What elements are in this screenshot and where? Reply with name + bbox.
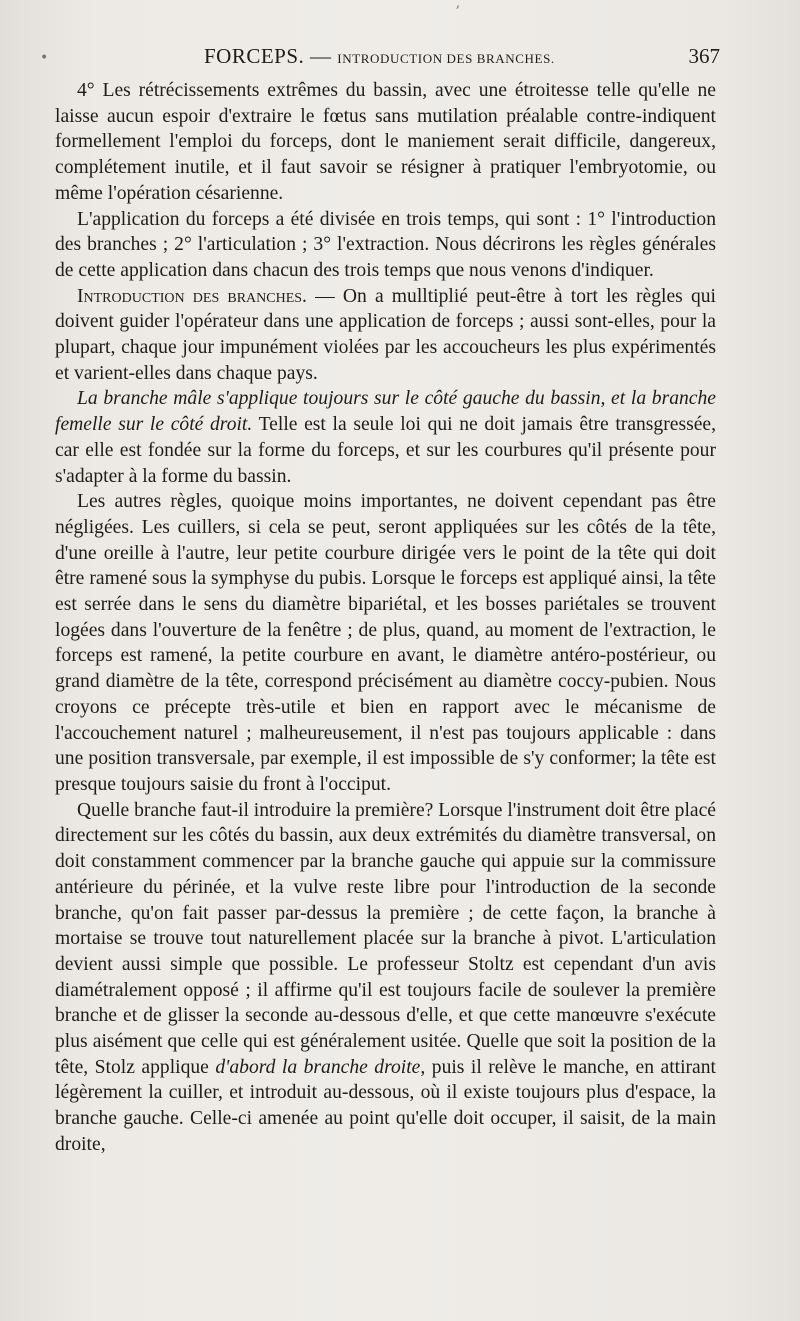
- paragraph-first-branch: [55, 798, 716, 1158]
- paragraph-three-stages: L'application du forceps a été divisée en trois temps, qui sont : 1° l'introduction des branches ; 2° l'articulation ; 3° l'extraction. Nous décrirons les règles générales de cette application dans chacun des trois temps que nous venons d'indiquer.: [55, 208, 716, 281]
- running-title-dash: —: [310, 44, 332, 68]
- section-heading: Introduction des branches.: [77, 285, 307, 307]
- paragraph-contraindications: 4° Les rétrécissements extrêmes du bassin, avec une étroitesse telle qu'elle ne laisse aucun espoir d'extraire le fœtus sans mutilation préalable contre-indiquent formellement l'emploi du forceps, dont le maniement serait difficile, dangereux, complétement inutile, et il faut savoir se résigner à pratiquer l'embryotomie, ou même l'opération césarienne.: [55, 80, 716, 204]
- speck-mark: ʼ: [455, 4, 460, 20]
- page-number: 367: [688, 44, 720, 68]
- margin-dot: •: [40, 50, 49, 66]
- body-text: [55, 78, 716, 1158]
- running-title: [204, 44, 555, 69]
- running-title-section: INTRODUCTION DES BRANCHES.: [337, 51, 555, 66]
- running-title-main: FORCEPS.: [204, 44, 305, 68]
- italic-rule: La branche mâle s'applique toujours sur le côté gauche du bassin, et la branche femelle sur le côté droit.: [55, 388, 716, 436]
- paragraph-other-rules: Les autres règles, quoique moins importantes, ne doivent cependant pas être négligées. Les cuillers, si cela se peut, seront appliquées sur les côtés de la tête, d'une oreille à l'autre, leur petite courbure dirigée vers le point de la tête qui doit être ramené sous la symphyse du pubis. Lorsque le forceps est appliqué ainsi, la tête est serrée dans le sens du diamètre bipariétal, et les bosses pariétales se trouvent logées dans l'ouverture de la fenêtre ; de plus, quand, au moment de l'extraction, le forceps est ramené, la petite courbure en avant, le diamètre antéro-postérieur, ou grand diamètre de la tête, correspond précisément au diamètre coccy-pubien. Nous croyons ce précepte très-utile et bien en rapport avec le mécanisme de l'accouchement naturel ; malheureusement, il n'est pas toujours applicable : dans une position transversale, par exemple, il est impossible de s'y conformer; la tête est presque toujours saisie du front à l'occiput.: [55, 491, 716, 795]
- paragraph-text: Quelle branche faut-il introduire la première? Lorsque l'instrument doit être placé directement sur les côtés du bassin, aux deux extrémités du diamètre transversal, on doit constamment commencer par la branche gauche qui appuie sur la commissure antérieure du périnée, et la vulve reste libre pour l'introduction de la seconde branche, qu'on fait passer par-dessus la première ; de cette façon, la branche à mortaise se trouve tout naturellement placée sur la branche à pivot. L'articulation devient aussi simple que possible. Le professeur Stoltz est cependant d'un avis diamétralement opposé ; il affirme qu'il est toujours facile de soulever la première branche et de glisser la seconde au-dessous d'elle, et que cette manœuvre s'exécute plus aisément que celle qui est généralement usitée. Quelle que soit la position de la tête, Stolz applique: [55, 799, 716, 1078]
- paragraph-branch-law: [55, 386, 716, 489]
- paragraph-text: — On a mulltiplié peut-être à tort les règles qui doivent guider l'opérateur dans une application de forceps ; aussi sont-elles, pour la plupart, chaque jour impunément violées par les accoucheurs les plus expérimentés et varient-elles dans chaque pays.: [55, 285, 716, 384]
- paragraph-introduction-rules: [55, 284, 716, 387]
- paragraph-text: puis il relève le manche, en attirant légèrement la cuiller, et introduit au-dessous, où il existe toujours plus d'espace, la branche gauche. Celle-ci amenée au point qu'elle doit occuper, il saisit, de la main droite,: [55, 1056, 716, 1155]
- running-header: [54, 40, 720, 72]
- paragraph-text: Telle est la seule loi qui ne doit jamais être transgressée, car elle est fondée sur la forme du forceps, et sur les courbures qu'il présente pour s'adapter à la forme du bassin.: [55, 414, 716, 487]
- italic-phrase: d'abord la branche droite,: [215, 1056, 426, 1078]
